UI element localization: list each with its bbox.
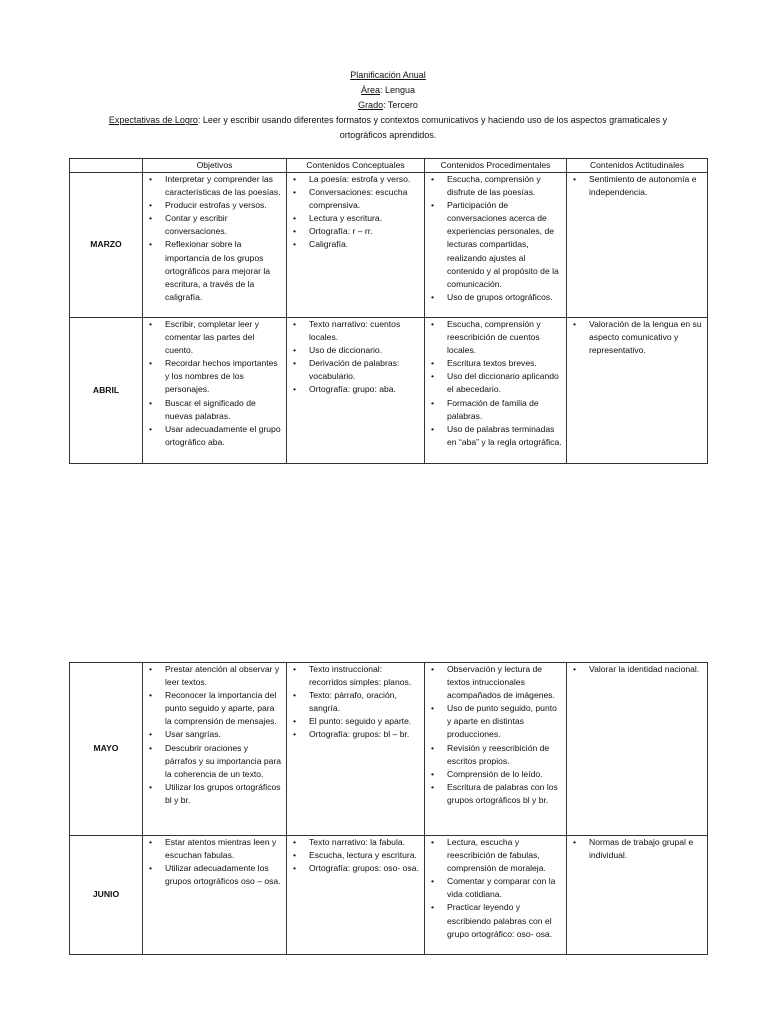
conceptuales-list: [287, 318, 424, 397]
list-item: • Practicar leyendo y escribiendo palabras con el grupo ortográfico: oso- osa.: [425, 901, 562, 940]
header-cell-month: [70, 159, 143, 173]
grado-line: [70, 98, 706, 113]
list-item: • Caligrafía.: [287, 238, 420, 251]
list-item: • Texto narrativo: cuentos locales.: [287, 318, 420, 344]
actitudinales-list: [567, 663, 707, 676]
objetivos-cell: [143, 663, 287, 836]
list-item: • Conversaciones: escucha comprensiva.: [287, 186, 420, 212]
table-row: [70, 318, 708, 464]
list-item: • Formación de familia de palabras.: [425, 397, 562, 423]
list-item: • Escritura de palabras con los grupos ortográficos bl y br.: [425, 781, 562, 807]
list-item: • Revisión y reescribición de escritos propios.: [425, 742, 562, 768]
list-item: • Usar sangrías.: [143, 728, 282, 741]
conceptuales-cell: [287, 173, 425, 318]
actitudinales-cell: [567, 318, 708, 464]
procedimentales-list: [425, 318, 566, 449]
table-row: [70, 663, 708, 836]
list-item: • Lectura, escucha y reescribición de fabulas, comprensión de moraleja.: [425, 836, 562, 875]
objetivos-list: [143, 836, 286, 888]
actitudinales-cell: [567, 836, 708, 955]
list-item: • Reconocer la importancia del punto seguido y aparte, para la comprensión de mensajes.: [143, 689, 282, 728]
list-item: • Escribir, completar leer y comentar las partes del cuento.: [143, 318, 282, 357]
list-item: • Prestar atención al observar y leer textos.: [143, 663, 282, 689]
list-item: • Uso de punto seguido, punto y aparte en distintas producciones.: [425, 702, 562, 741]
list-item: • La poesía: estrofa y verso.: [287, 173, 420, 186]
month-cell: ABRIL: [70, 318, 143, 464]
table-row: [70, 836, 708, 955]
procedimentales-list: [425, 663, 566, 807]
header-cell-actitudinales: Contenidos Actitudinales: [567, 159, 708, 173]
conceptuales-cell: [287, 318, 425, 464]
list-item: • Ortografía: grupos: oso- osa.: [287, 862, 420, 875]
header-cell-objetivos: Objetivos: [143, 159, 287, 173]
expectativas-text: : Leer y escribir usando diferentes formatos y contextos comunicativos y haciendo uso de los aspectos gramaticales y: [197, 115, 668, 125]
list-item: • Utilizar adecuadamente los grupos ortográficos oso – osa.: [143, 862, 282, 888]
month-cell: MAYO: [70, 663, 143, 836]
area-line: [70, 83, 706, 98]
conceptuales-list: [287, 663, 424, 742]
procedimentales-list: [425, 173, 566, 304]
list-item: • Utilizar los grupos ortográficos bl y br.: [143, 781, 282, 807]
objetivos-cell: [143, 836, 287, 955]
procedimentales-cell: [425, 173, 567, 318]
list-item: • Uso del diccionario aplicando el abecedario.: [425, 370, 562, 396]
list-item: • Derivación de palabras: vocabulario.: [287, 357, 420, 383]
list-item: • Normas de trabajo grupal e individual.: [567, 836, 703, 862]
list-item: • Ortografía: r – rr.: [287, 225, 420, 238]
list-item: • Estar atentos mientras leen y escuchan fabulas.: [143, 836, 282, 862]
objetivos-list: [143, 663, 286, 807]
list-item: • Uso de grupos ortográficos.: [425, 291, 562, 304]
list-item: • Usar adecuadamente el grupo ortográfico aba.: [143, 423, 282, 449]
planning-table-2: [69, 662, 708, 955]
procedimentales-cell: [425, 318, 567, 464]
grado-label: Grado: [358, 100, 384, 110]
list-item: • Lectura y escritura.: [287, 212, 420, 225]
list-item: • Producir estrofas y versos.: [143, 199, 282, 212]
expectativas-line-2: ortográficos aprendidos.: [339, 130, 437, 140]
objetivos-list: [143, 318, 286, 449]
list-item: • Recordar hechos importantes y los nombres de los personajes.: [143, 357, 282, 396]
list-item: • Escucha, lectura y escritura.: [287, 849, 420, 862]
month-cell: MARZO: [70, 173, 143, 318]
table-row: [70, 173, 708, 318]
table-header-row: [70, 159, 708, 173]
list-item: • Escucha, comprensión y disfrute de las poesías.: [425, 173, 562, 199]
conceptuales-cell: [287, 836, 425, 955]
procedimentales-list: [425, 836, 566, 941]
actitudinales-list: [567, 836, 707, 862]
procedimentales-cell: [425, 836, 567, 955]
document-title: Planificación Anual: [350, 70, 426, 80]
list-item: • Descubrir oraciones y párrafos y su importancia para la coherencia de un texto.: [143, 742, 282, 781]
list-item: • Buscar el significado de nuevas palabras.: [143, 397, 282, 423]
list-item: • Comentar y comparar con la vida cotidiana.: [425, 875, 562, 901]
procedimentales-cell: [425, 663, 567, 836]
actitudinales-cell: [567, 663, 708, 836]
header-cell-conceptuales: Contenidos Conceptuales: [287, 159, 425, 173]
list-item: • Texto instruccional: recorridos simples: planos.: [287, 663, 420, 689]
header-cell-procedimentales: Contenidos Procedimentales: [425, 159, 567, 173]
list-item: • Ortografía: grupo: aba.: [287, 383, 420, 396]
area-value: : Lengua: [379, 85, 416, 95]
list-item: • Sentimiento de autonomía e independencia.: [567, 173, 703, 199]
list-item: • Valoración de la lengua en su aspecto comunicativo y representativo.: [567, 318, 703, 357]
actitudinales-list: [567, 318, 707, 357]
list-item: • El punto: seguido y aparte.: [287, 715, 420, 728]
list-item: • Uso de diccionario.: [287, 344, 420, 357]
conceptuales-list: [287, 836, 424, 875]
list-item: • Observación y lectura de textos intruccionales acompañados de imágenes.: [425, 663, 562, 702]
area-label: Área: [360, 85, 380, 95]
document-header: [70, 68, 706, 143]
list-item: • Texto narrativo: la fabula.: [287, 836, 420, 849]
list-item: • Ortografía: grupos: bl – br.: [287, 728, 420, 741]
expectativas-label: Expectativas de Logro: [108, 115, 198, 125]
objetivos-cell: [143, 318, 287, 464]
list-item: • Interpretar y comprender las características de las poesías.: [143, 173, 282, 199]
list-item: • Participación de conversaciones acerca de experiencias personales, de lecturas compartidas, realizando ajustes al contenido y al propósito de la comunicación.: [425, 199, 562, 291]
list-item: • Texto: párrafo, oración, sangría.: [287, 689, 420, 715]
objetivos-list: [143, 173, 286, 304]
month-cell: JUNIO: [70, 836, 143, 955]
list-item: • Valorar la identidad nacional.: [567, 663, 703, 676]
list-item: • Reflexionar sobre la importancia de los grupos ortográficos para mejorar la escritura, a través de la caligrafía.: [143, 238, 282, 303]
objetivos-cell: [143, 173, 287, 318]
grado-value: : Tercero: [383, 100, 418, 110]
conceptuales-list: [287, 173, 424, 252]
list-item: • Escucha, comprensión y reescribición de cuentos locales.: [425, 318, 562, 357]
planning-table-1: [69, 158, 708, 464]
expectativas-line: [70, 113, 706, 128]
list-item: • Comprensión de lo leído.: [425, 768, 562, 781]
actitudinales-cell: [567, 173, 708, 318]
list-item: • Escritura textos breves.: [425, 357, 562, 370]
list-item: • Contar y escribir conversaciones.: [143, 212, 282, 238]
conceptuales-cell: [287, 663, 425, 836]
list-item: • Uso de palabras terminadas en “aba” y la regla ortográfica.: [425, 423, 562, 449]
actitudinales-list: [567, 173, 707, 199]
